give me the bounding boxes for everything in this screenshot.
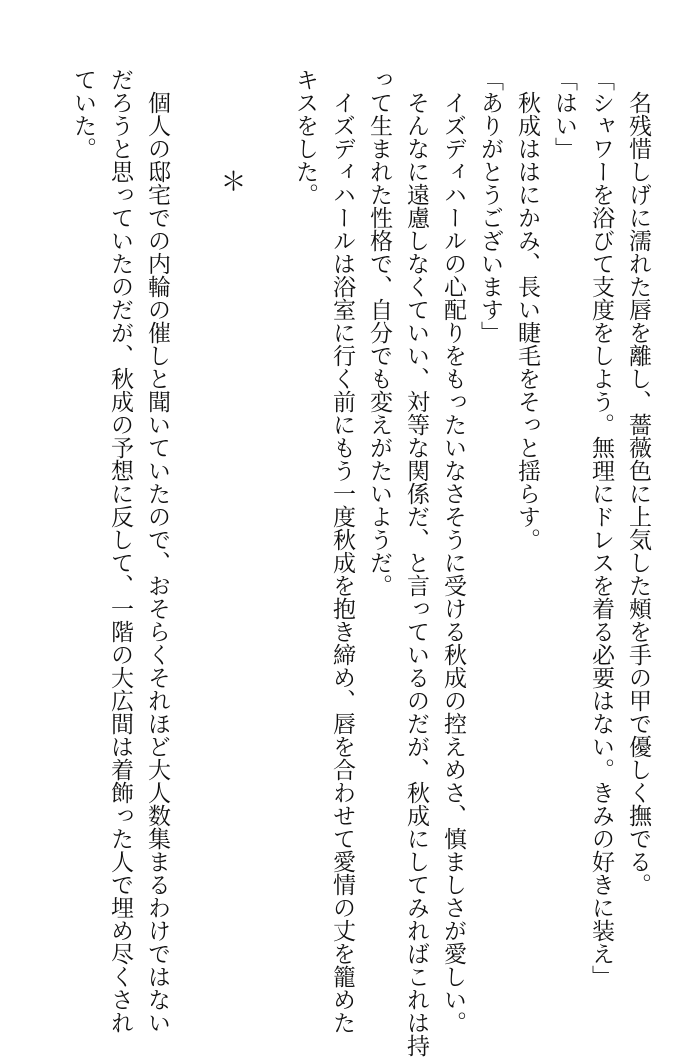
text-line: 「シャワーを浴びて支度をしよう。無理にドレスを着る必要はない。きみの好きに装え」: [588, 68, 614, 988]
blank-line: [175, 68, 212, 998]
text-line: だろうと思っていたのだが、秋成の予想に反して、一階の大広間は着飾った人で埋め尽くされ: [107, 68, 133, 1034]
text-line: って生まれた性格で、自分でも変えがたいようだ。: [366, 68, 392, 597]
blank-line: [249, 68, 286, 998]
vertical-text-block: [64, 68, 656, 1057]
text-line: キスをした。: [292, 68, 318, 206]
text-line: イズディハールの心配りをもったいなさそうに受ける秋成の控えめさ、慎ましさが愛しい。: [440, 91, 466, 1034]
text-line: 「ありがとうございます」: [477, 68, 503, 344]
text-line: 個人の邸宅での内輪の催しと聞いていたので、おそらくそれほど大人数集まるわけではない: [144, 91, 170, 1034]
text-line: そんなに遠慮しなくていい、対等な関係だ、と言っているのだが、秋成にしてみればこれは持: [403, 91, 429, 1057]
text-line: イズディハールは浴室に行く前にもう一度秋成を抱き締め、唇を合わせて愛情の丈を籠めた: [329, 91, 355, 1034]
section-break-asterisk: ＊: [216, 168, 246, 194]
text-line: 秋成ははにかみ、長い睫毛をそっと揺らす。: [514, 91, 540, 551]
text-line: ていた。: [70, 68, 96, 160]
text-line: 名残惜しげに濡れた唇を離し、薔薇色に上気した頰を手の甲で優しく撫でる。: [625, 91, 651, 896]
text-line: 「はい」: [551, 68, 577, 160]
